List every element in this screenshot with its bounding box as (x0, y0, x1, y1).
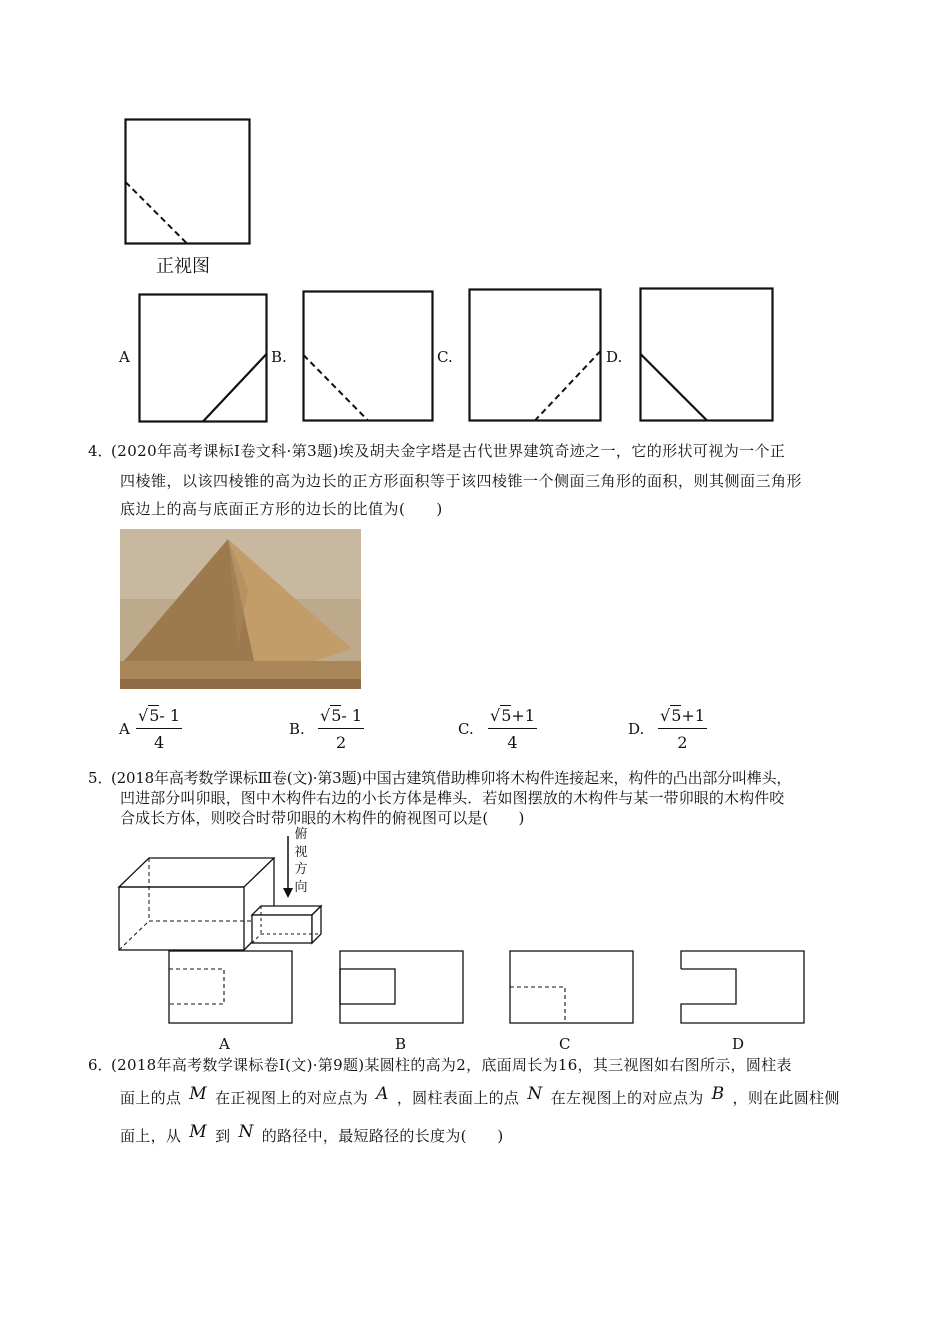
view-direction-arrow (283, 836, 293, 900)
q5-option-a-figure (168, 950, 294, 1025)
q3-option-c-label: C. (437, 348, 453, 366)
q4-option-b-radicand: 5 (331, 706, 342, 725)
q6-line-3-part-c: 的路径中，最短路径的长度为( ) (261, 1127, 504, 1145)
q5-line-1: (2018年高考数学课标Ⅲ卷(文)·第3题)中国古建筑借助榫卯将木构件连接起来，构件的凸出部分叫榫头， (111, 769, 792, 787)
q6-line-2-part-d: 在左视图上的对应点为 (550, 1089, 704, 1107)
q3-option-a-label: A (119, 348, 130, 366)
q3-option-b-label: B. (271, 348, 287, 366)
q4-option-b-op: - 1 (341, 706, 363, 725)
q5-option-d-figure (680, 950, 806, 1025)
q5-option-b-figure (339, 950, 465, 1025)
q5-line-2: 凹进部分叫卯眼，图中木构件右边的小长方体是榫头．若如图摆放的木构件与某一带卯眼的木构件咬 (120, 789, 785, 807)
q3-option-d-figure (639, 287, 776, 424)
q6-point-a: A (376, 1084, 389, 1104)
q4-line-1: (2020年高考课标Ⅰ卷文科·第3题)埃及胡夫金字塔是古代世界建筑奇迹之一，它的形状可视为一个正 (111, 442, 786, 460)
q4-option-c-label: C. (458, 720, 474, 738)
q6-line-3 (120, 1122, 504, 1145)
q3-option-c-figure (468, 288, 604, 424)
q4-option-c-den: 4 (507, 733, 518, 752)
q4-option-d-den: 2 (677, 733, 688, 752)
q6-number: 6． (88, 1056, 113, 1074)
q4-option-d-radicand: 5 (671, 706, 682, 725)
q6-line-2-part-e: ，则在此圆柱侧 (732, 1089, 840, 1107)
q4-option-a-den: 4 (153, 733, 165, 752)
q6-point-n-2: N (238, 1122, 254, 1142)
q6-line-1: (2018年高考数学课标卷Ⅰ(文)·第9题)某圆柱的高为2，底面周长为16，其三视图如右图所示，圆柱表 (111, 1056, 792, 1074)
q5-option-a-label: A (219, 1035, 230, 1053)
q3-option-b-figure (302, 290, 436, 424)
q5-option-c-figure (509, 950, 635, 1025)
q4-option-b-den: 2 (335, 733, 347, 752)
q5-number: 5． (88, 769, 113, 787)
q6-line-3-part-a: 面上，从 (120, 1127, 182, 1145)
q4-option-b-label: B. (289, 720, 305, 738)
q4-option-a-label: A (119, 720, 130, 738)
q5-option-b-label: B (395, 1035, 407, 1053)
q6-line-2-part-c: ，圆柱表面上的点 (396, 1089, 520, 1107)
pyramid-photo (120, 529, 361, 689)
q4-option-c-op: +1 (511, 706, 535, 725)
q4-option-c-radicand: 5 (501, 706, 512, 725)
view-dir-char-2: 视 (294, 844, 308, 860)
q6-point-m-2: M (189, 1122, 207, 1142)
q6-line-2-part-b: 在正视图上的对应点为 (215, 1089, 369, 1107)
q6-line-3-part-b: 到 (215, 1127, 231, 1145)
q4-option-d-op: +1 (681, 706, 705, 725)
q4-option-d-label: D. (628, 720, 645, 738)
q4-line-3: 底边上的高与底面正方形的边长的比值为( ) (120, 500, 443, 518)
front-view-caption: 正视图 (156, 256, 210, 277)
q3-option-d-label: D. (606, 348, 623, 366)
q6-line-2 (120, 1084, 840, 1107)
q5-line-3: 合成长方体，则咬合时带卯眼的木构件的俯视图可以是( ) (120, 809, 525, 827)
q3-option-a-figure (138, 293, 270, 425)
q6-point-b: B (711, 1084, 725, 1104)
q6-point-m: M (189, 1084, 207, 1104)
q4-option-a-radicand: 5 (149, 706, 160, 725)
q6-line-2-part-a: 面上的点 (120, 1089, 182, 1107)
q4-number: 4． (88, 442, 113, 460)
q4-option-c-value: $\frac{√5+1}{4}$ (490, 706, 535, 752)
view-dir-char-3: 方 (294, 862, 308, 877)
view-direction-label (294, 826, 308, 896)
q4-option-b-value: $\frac{√5- 1}{2}$ (320, 706, 363, 752)
q5-option-c-label: C (559, 1035, 571, 1053)
q4-line-2: 四棱锥，以该四棱锥的高为边长的正方形面积等于该四棱锥一个侧面三角形的面积，则其侧面三角形 (120, 472, 803, 490)
view-dir-char-1: 俯 (294, 827, 308, 842)
q5-option-d-label: D (732, 1035, 745, 1053)
q4-option-d-value: $\frac{√5+1}{2}$ (660, 706, 705, 752)
q4-option-a-value: $\frac{√5- 1}{4}$ (138, 706, 181, 752)
view-dir-char-4: 向 (294, 879, 308, 895)
q6-point-n: N (527, 1084, 543, 1104)
q4-option-a-op: - 1 (159, 706, 181, 725)
front-view-figure (124, 118, 254, 248)
